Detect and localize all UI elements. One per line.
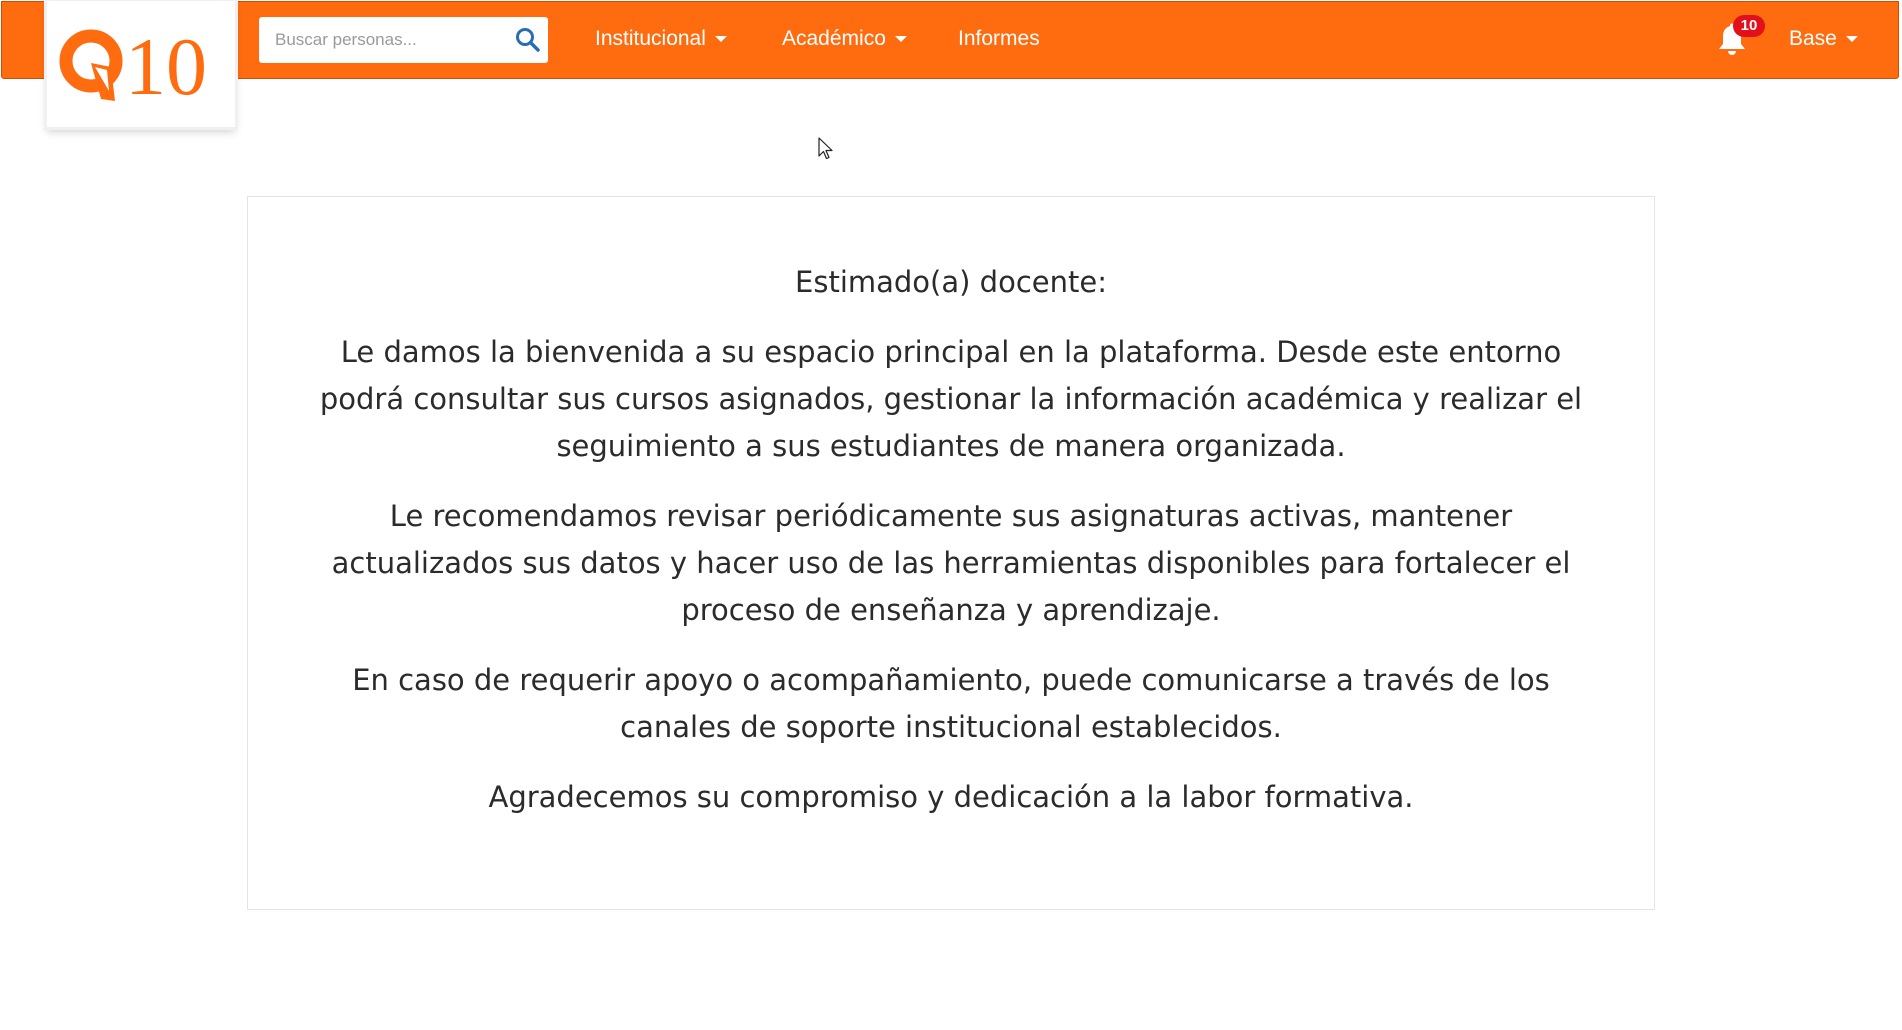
chevron-down-icon xyxy=(895,36,907,42)
user-menu-label: Base xyxy=(1789,27,1837,50)
chevron-down-icon xyxy=(715,36,727,42)
nav-academico-label: Académico xyxy=(782,27,886,50)
welcome-paragraph: En caso de requerir apoyo o acompañamiento, puede comunicarse a través de los canales de soporte institucional establecidos. xyxy=(352,663,1550,744)
welcome-greeting: Estimado(a) docente: xyxy=(795,265,1107,299)
search-icon[interactable] xyxy=(514,26,542,54)
welcome-message xyxy=(308,259,1594,844)
nav-informes-label: Informes xyxy=(958,27,1040,50)
welcome-paragraph: Le damos la bienvenida a su espacio principal en la plataforma. Desde este entorno podrá consultar sus cursos asignados, gestionar la información académica y realizar el seguimiento a sus estudiantes de manera organizada. xyxy=(319,335,1583,463)
nav-informes[interactable] xyxy=(958,24,1040,54)
user-menu[interactable] xyxy=(1789,24,1858,54)
logo[interactable] xyxy=(47,1,235,127)
chevron-down-icon xyxy=(1846,36,1858,42)
logo-text: 10 xyxy=(125,23,207,103)
welcome-paragraph: Le recomendamos revisar periódicamente sus asignaturas activas, mantener actualizados sus datos y hacer uso de las herramientas disponibles para fortalecer el proceso de enseñanza y aprendizaje. xyxy=(331,499,1571,627)
search-box xyxy=(259,17,548,63)
q10-logo-icon xyxy=(55,23,227,103)
nav-academico[interactable] xyxy=(782,24,907,54)
notification-count-badge: 10 xyxy=(1733,15,1765,37)
mouse-cursor-icon xyxy=(818,137,834,166)
welcome-paragraph: Agradecemos su compromiso y dedicación a la labor formativa. xyxy=(488,780,1414,814)
welcome-panel xyxy=(247,196,1655,910)
nav-institucional[interactable] xyxy=(595,24,727,54)
nav-institucional-label: Institucional xyxy=(595,27,706,50)
search-input[interactable] xyxy=(259,17,499,63)
